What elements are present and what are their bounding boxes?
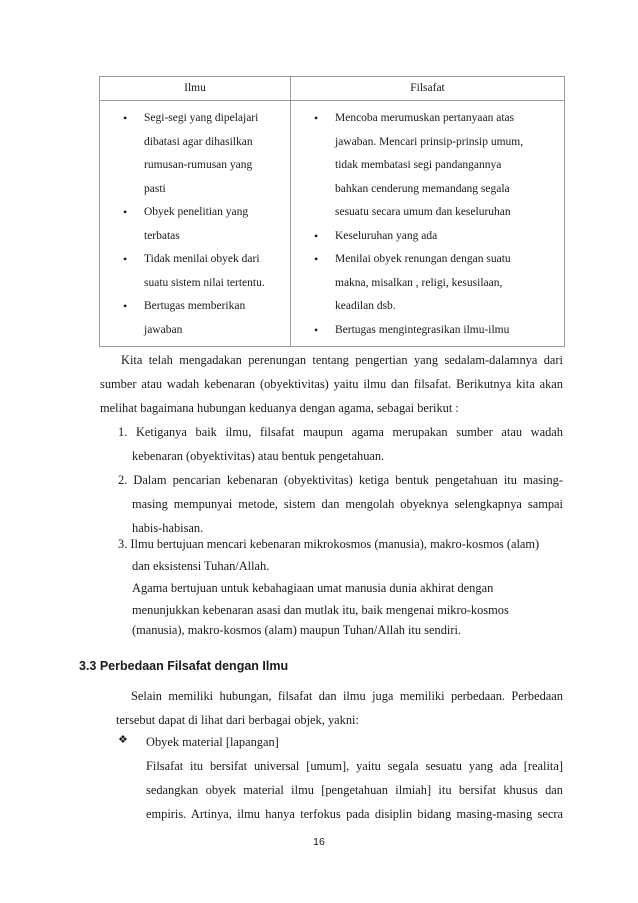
para3-line1: Filsafat itu bersifat universal [umum], yaitu segala sesuatu yang ada [realita] [146,759,563,773]
list-item: • Tidak menilai obyek dari suatu sistem nilai tertentu. [100,248,286,295]
header-ilmu: Ilmu [100,77,291,101]
list-item: • Menilai obyek renungan dengan suatu makna, misalkan , religi, kesusilaan, keadilan dsb. [291,248,560,319]
ilmu-list [100,107,286,342]
list-item-3-line2: dan eksistensi Tuhan/Allah. [132,559,270,573]
list-item-3-line4: menunjukkan kebenaran asasi dan mutlak itu, baik mengenai mikro-kosmos [132,603,509,617]
list-item-1-line2: kebenaran (obyektivitas) atau bentuk pengetahuan. [132,449,385,463]
page-number: 16 [313,836,325,848]
list-item: • Keseluruhan yang ada [291,225,560,249]
list-item-2-line1: 2. Dalam pencarian kebenaran (obyektivitas) ketiga bentuk pengetahuan itu masing- [118,473,563,487]
ilmu-cell [100,101,291,347]
list-item: • Mencoba merumuskan pertanyaan atas jawaban. Mencari prinsip-prinsip umum, tidak membatasi segi pandangannya bahkan cenderung memandang segala sesuatu secara umum dan keseluruhan [291,107,560,225]
para3-line2: sedangkan obyek material ilmu [pengetahuan ilmiah] itu bersifat khusus dan [146,783,563,797]
table-header-row [100,77,565,101]
para3-line3: empiris. Artinya, ilmu hanya terfokus pada disiplin bidang masing-masing secra [146,807,563,821]
bullet-title: Obyek material [lapangan] [146,735,279,749]
list-item-3-line1: 3. Ilmu bertujuan mencari kebenaran mikrokosmos (manusia), makro-kosmos (alam) [118,537,540,551]
table-row [100,101,565,347]
para1-line1: Kita telah mengadakan perenungan tentang pengertian yang sedalam-dalamnya dari [121,353,563,367]
list-item-3-line5: (manusia), makro-kosmos (alam) maupun Tuhan/Allah itu sendiri. [132,623,461,637]
para1-line2: sumber atau wadah kebenaran (obyektivitas) yaitu ilmu dan filsafat. Berikutnya kita akan [100,377,563,391]
list-item-3-line3: Agama bertujuan untuk kebahagiaan umat manusia dunia akhirat dengan [132,581,494,595]
header-filsafat: Filsafat [291,77,565,101]
list-item: • Bertugas memberikan jawaban [100,295,286,342]
list-item: • Segi-segi yang dipelajari dibatasi agar dihasilkan rumusan-rumusan yang pasti [100,107,286,201]
list-item-1-line1: 1. Ketiganya baik ilmu, filsafat maupun agama merupakan sumber atau wadah [118,425,563,439]
section-heading: 3.3 Perbedaan Filsafat dengan Ilmu [79,659,289,673]
para2-line1: Selain memiliki hubungan, filsafat dan ilmu juga memiliki perbedaan. Perbedaan [131,689,563,703]
list-item: • Obyek penelitian yang terbatas [100,201,286,248]
list-item-2-line2: masing mempunyai metode, sistem dan mengolah obyeknya selengkapnya sampai [132,497,563,511]
diamond-bullet-icon: ❖ [118,734,128,746]
list-item-2-line3: habis-habisan. [132,521,204,535]
list-item: • Bertugas mengintegrasikan ilmu-ilmu [291,319,560,343]
para2-line2: tersebut dapat di lihat dari berbagai objek, yakni: [116,713,359,727]
para1-line3: melihat bagaimana hubungan keduanya dengan agama, sebagai berikut : [100,401,459,415]
filsafat-cell [291,101,565,347]
filsafat-list [291,107,560,342]
comparison-table [99,76,565,347]
